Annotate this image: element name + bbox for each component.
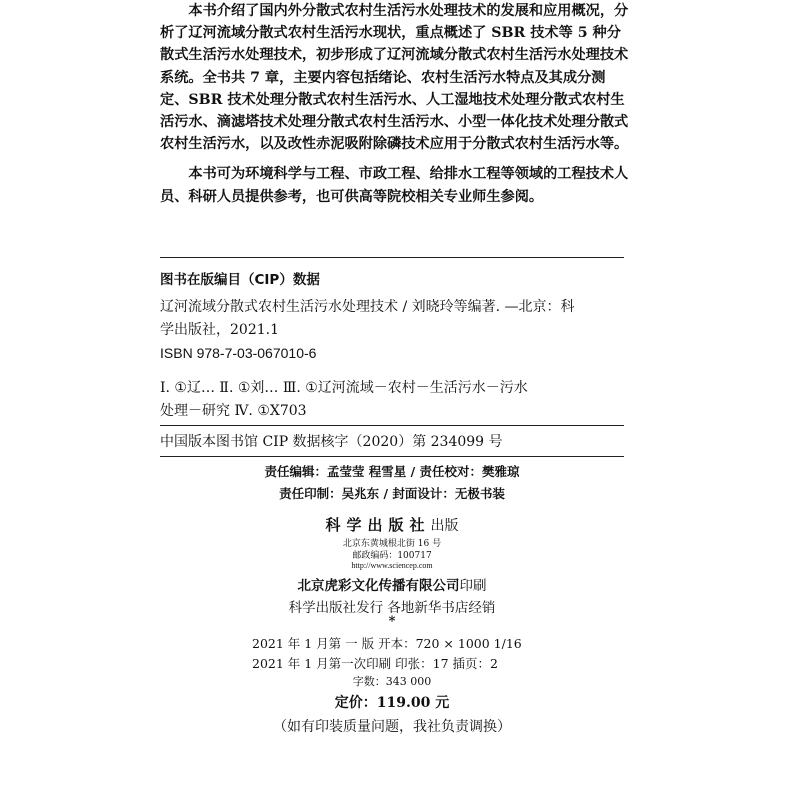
publisher-website: http://www.sciencep.com: [351, 561, 433, 570]
cip-top-rule: [160, 257, 624, 258]
word-count: 字数：343 000: [352, 675, 432, 688]
isbn: ISBN 978-7-03-067010-6: [160, 345, 317, 361]
book-summary: [160, 0, 630, 208]
cip-entry-line-2: 学出版社，2021.1: [160, 322, 279, 338]
cip-entry-line-1: 辽河流域分散式农村生活污水处理技术 / 刘晓玲等编著. —北京：科: [160, 299, 575, 315]
cip-subjects-line-2: 处理－研究 Ⅳ. ①X703: [160, 403, 307, 419]
quality-notice: （如有印装质量问题，我社负责调换）: [273, 719, 511, 735]
cip-subjects-line-1: Ⅰ. ①辽… Ⅱ. ①刘… Ⅲ. ①辽河流域－农村－生活污水－污水: [160, 380, 528, 396]
distribution-line: 科学出版社发行 各地新华书店经销: [288, 600, 496, 616]
publisher-name: 科学出版社: [325, 516, 431, 534]
credits-line-2: 责任印制：吴兆东 / 封面设计：无极书装: [279, 486, 505, 501]
cip-title: 图书在版编目（CIP）数据: [160, 272, 320, 288]
publisher-suffix: 出版: [430, 518, 459, 534]
printer-name: 北京虎彩文化传播有限公司: [297, 578, 460, 594]
cip-bottom-rule: [160, 425, 624, 426]
edition-line-1: 2021 年 1 月第 一 版 开本：720 × 1000 1/16: [252, 636, 522, 651]
publisher-address: 北京东黄城根北街 16 号: [342, 539, 442, 549]
printer-suffix: 印刷: [459, 578, 487, 594]
summary-paragraph-1: 本书介绍了国内外分散式农村生活污水处理技术的发展和应用概况，分析了辽河流域分散式农村生活污水现状，重点概述了 SBR 技术等 5 种分散式生活污水处理技术，初步形成了辽河流域分散式农村生活污水处理技术系统。全书共 7 章，主要内容包括绪论、农村生活污水特点及其成分测定、SBR 技术处理分散式农村生活污水、人工湿地技术处理分散式农村生活污水、滴滤塔技术处理分散式农村生活污水、小型一体化技术处理分散式农村生活污水，以及改性赤泥吸附除磷技术应用于分散式农村生活污水等。: [160, 3, 629, 153]
publisher-line: [160, 514, 624, 535]
library-record: 中国版本图书馆 CIP 数据核字（2020）第 234099 号: [160, 434, 503, 450]
edition-line-2: 2021 年 1 月第一次印刷 印张：17 插页：2: [252, 656, 498, 671]
credits-top-rule: [160, 456, 624, 457]
summary-paragraph-2: 本书可为环境科学与工程、市政工程、给排水工程等领域的工程技术人员、科研人员提供参考，也可供高等院校相关专业师生参阅。: [160, 166, 629, 205]
printer-line: [160, 574, 624, 594]
credits-line-1: 责任编辑：孟莹莹 程雪星 / 责任校对：樊雅琼: [264, 464, 520, 479]
price: 定价：119.00 元: [334, 695, 450, 711]
publisher-postcode: 邮政编码：100717: [352, 551, 432, 561]
separator-star: *: [388, 614, 396, 629]
